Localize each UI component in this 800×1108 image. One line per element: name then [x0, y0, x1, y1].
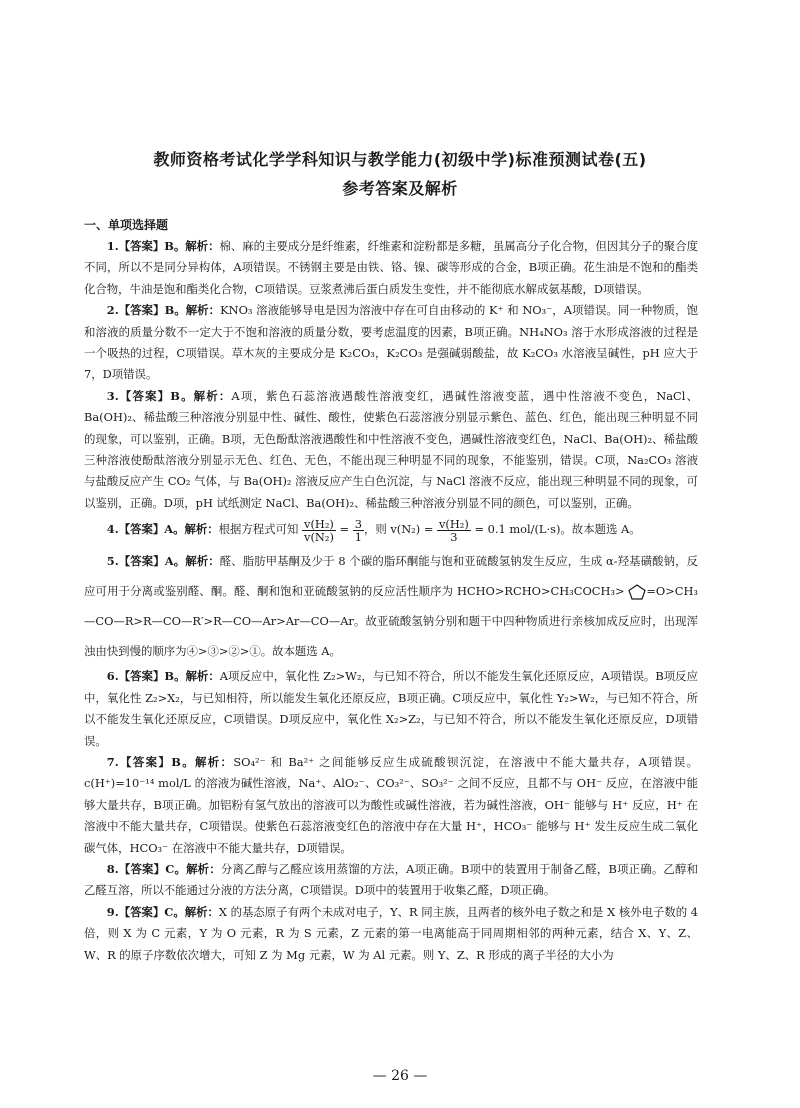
page-number: — 26 — — [372, 1068, 428, 1084]
answer-lead: 2.【答案】B。解析： — [106, 303, 221, 318]
reactivity-order: =O>CH₃—CO—R>R—CO—R′>R—CO—Ar>Ar—CO—Ar。 — [84, 584, 698, 629]
fraction-denominator: v(N₂) — [304, 529, 334, 544]
answer-text: A项反应中，氧化性 Z₂>W₂，与已知不符合，所以不能发生氧化还原反应，A项错误。B项反应中，氧化性 Z₂>X₂，与已知相符，所以能发生氧化还原反应，B项正确。C项反应中，氧化性 Y₂>W₂，与已知不符合，所以不能发生氧化还原反应，C项错误。D项反应中，氧化性 X₂>Z₂，与已知不符合，所以不能发生氧化还原反应，D项错误。 — [84, 669, 698, 748]
answer-lead: 5.【答案】A。解析： — [106, 554, 220, 569]
answer-lead: 1.【答案】B。解析： — [106, 239, 220, 253]
answer-item-4 — [84, 514, 698, 544]
answer-lead: 4.【答案】A。解析： — [106, 522, 219, 537]
answer-body — [84, 236, 698, 966]
fraction-denominator: 3 — [450, 529, 458, 544]
answer-text: KNO₃ 溶液能够导电是因为溶液中存在可自由移动的 K⁺ 和 NO₃⁻，A项错误。同一种物质，饱和溶液的质量分数不一定大于不饱和溶液的质量分数，要考虑温度的因素，B项正确。NH₄NO₃ 溶于水形成溶液的过程是一个吸热的过程，C项错误。草木灰的主要成分是 K₂CO₃，K₂CO₃ 是强碱弱酸盐，故 K₂CO₃ 水溶液呈碱性，pH 应大于 7，D项错误。 — [84, 303, 698, 382]
answer-text: 故亚硫酸氢钠分别和题干中四种物质进行亲核加成反应时，出现浑浊由快到慢的顺序为④>③>②>①。故本题选 A。 — [84, 614, 698, 659]
answer-text: 棉、麻的主要成分是纤维素，纤维素和淀粉都是多糖，虽属高分子化合物，但因其分子的聚合度不同，所以不是同分异构体，A项错误。不锈钢主要是由铁、铬、镍、碳等形成的合金，B项正确。花生油是不饱和的酯类化合物，牛油是饱和酯类化合物，C项错误。豆浆煮沸后蛋白质发生变性，并不能彻底水解成氨基酸，D项错误。 — [84, 239, 698, 296]
answer-text: = 0.1 mol/(L·s)。故本题选 A。 — [474, 522, 641, 537]
fraction-denominator: 1 — [354, 529, 362, 544]
answer-lead: 8.【答案】C。解析： — [106, 861, 221, 876]
answer-text: 醛、脂肪甲基酮及少于 8 个碳的脂环酮能与饱和亚硫酸氢钠发生反应，生成 α-羟基磺酸钠，反应可用于分离或鉴别醛、酮。醛、酮和饱和亚硫酸氢钠的反应活性顺序为 HCHO>RCHO>CH₃COCH₃> — [84, 554, 698, 599]
answer-text: 根据方程式可知 — [218, 522, 299, 537]
equals-sign: = — [339, 522, 350, 537]
answer-item-9 — [84, 902, 698, 966]
fraction-numerator: 3 — [354, 516, 362, 531]
answer-text: X 的基态原子有两个未成对电子，Y、R 同主族，且两者的核外电子数之和是 X 核外电子数的 4 倍，则 X 为 C 元素，Y 为 O 元素，R 为 S 元素，Z 元素的第一电离能高于同周期相邻的两种元素，结合 X、Y、Z、W、R 的原子序数依次增大，可知 Z 为 Mg 元素，W 为 Al 元素。则 Y、Z、R 形成的离子半径的大小为 — [84, 904, 699, 962]
answer-item-2 — [84, 300, 698, 386]
rate-fraction — [437, 518, 471, 543]
answer-lead: 9.【答案】C。解析： — [106, 904, 219, 919]
answer-text: SO₄²⁻ 和 Ba²⁺ 之间能够反应生成硫酸钡沉淀，在溶液中不能大量共存，A项错误。c(H⁺)=10⁻¹⁴ mol/L 的溶液为碱性溶液，Na⁺、AlO₂⁻、CO₃²⁻、SO₃²⁻ 之间不反应，且都不与 OH⁻ 反应，在溶液中能够大量共存，B项正确。加铝粉有氢气放出的溶液可以为酸性或碱性溶液，若为碱性溶液，OH⁻ 能够与 H⁺ 反应，H⁺ 在溶液中不能大量共存，C项错误。使紫色石蕊溶液变红色的溶液中存在大量 H⁺，HCO₃⁻ 能够与 H⁺ 发生反应生成二氧化碳气体，HCO₃⁻ 在溶液中不能大量共存，D项错误。 — [84, 754, 698, 855]
section-heading: 一、单项选择题 — [84, 218, 169, 232]
fraction-numerator: v(H₂) — [302, 518, 336, 531]
fraction-numerator: v(H₂) — [439, 516, 469, 531]
answer-item-7 — [84, 752, 698, 859]
coefficient-fraction — [353, 518, 364, 543]
answer-text: A项，紫色石蕊溶液遇酸性溶液变红，遇碱性溶液变蓝，遇中性溶液不变色，NaCl、Ba(OH)₂、稀盐酸三种溶液分别显中性、碱性、酸性，使紫色石蕊溶液分别显示紫色、蓝色、红色，能出现三种明显不同的现象，可以鉴别，正确。B项，无色酚酞溶液遇酸性和中性溶液不变色，遇碱性溶液变红色，NaCl、Ba(OH)₂、稀盐酸三种溶液使酚酞溶液分别显示无色、红色、无色，不能出现三种明显不同的现象，不能鉴别，错误。C项，Na₂CO₃ 溶液与盐酸反应产生 CO₂ 气体，与 Ba(OH)₂ 溶液反应产生白色沉淀，与 NaCl 溶液不反应，能出现三种明显不同的现象，可以鉴别，正确。D项，pH 试纸测定 NaCl、Ba(OH)₂、稀盐酸三种溶液分别显不同的颜色，可以鉴别，正确。 — [84, 388, 698, 510]
document-subtitle: 参考答案及解析 — [342, 179, 458, 198]
answer-lead: 6.【答案】B。解析： — [106, 669, 220, 684]
answer-item-6 — [84, 666, 698, 752]
answer-item-1 — [84, 236, 698, 300]
document-title: 教师资格考试化学学科知识与教学能力(初级中学)标准预测试卷(五) — [153, 150, 647, 169]
cyclopentanone-ring-icon — [628, 584, 646, 600]
answer-lead: 3.【答案】B。解析： — [106, 388, 232, 403]
rate-ratio-fraction — [302, 518, 336, 543]
answer-text: 分离乙醇与乙醛应该用蒸馏的方法，A项正确。B项中的装置用于制备乙醛，B项正确。乙醇和乙醛互溶，所以不能通过分液的方法分离，C项错误。D项中的装置用于收集乙醛，D项正确。 — [84, 861, 698, 898]
answer-text: ，则 v(N₂) = — [363, 522, 434, 537]
answer-item-5 — [84, 546, 698, 666]
answer-item-3 — [84, 386, 698, 514]
answer-lead: 7.【答案】B。解析： — [106, 754, 234, 769]
answer-item-8 — [84, 859, 698, 902]
